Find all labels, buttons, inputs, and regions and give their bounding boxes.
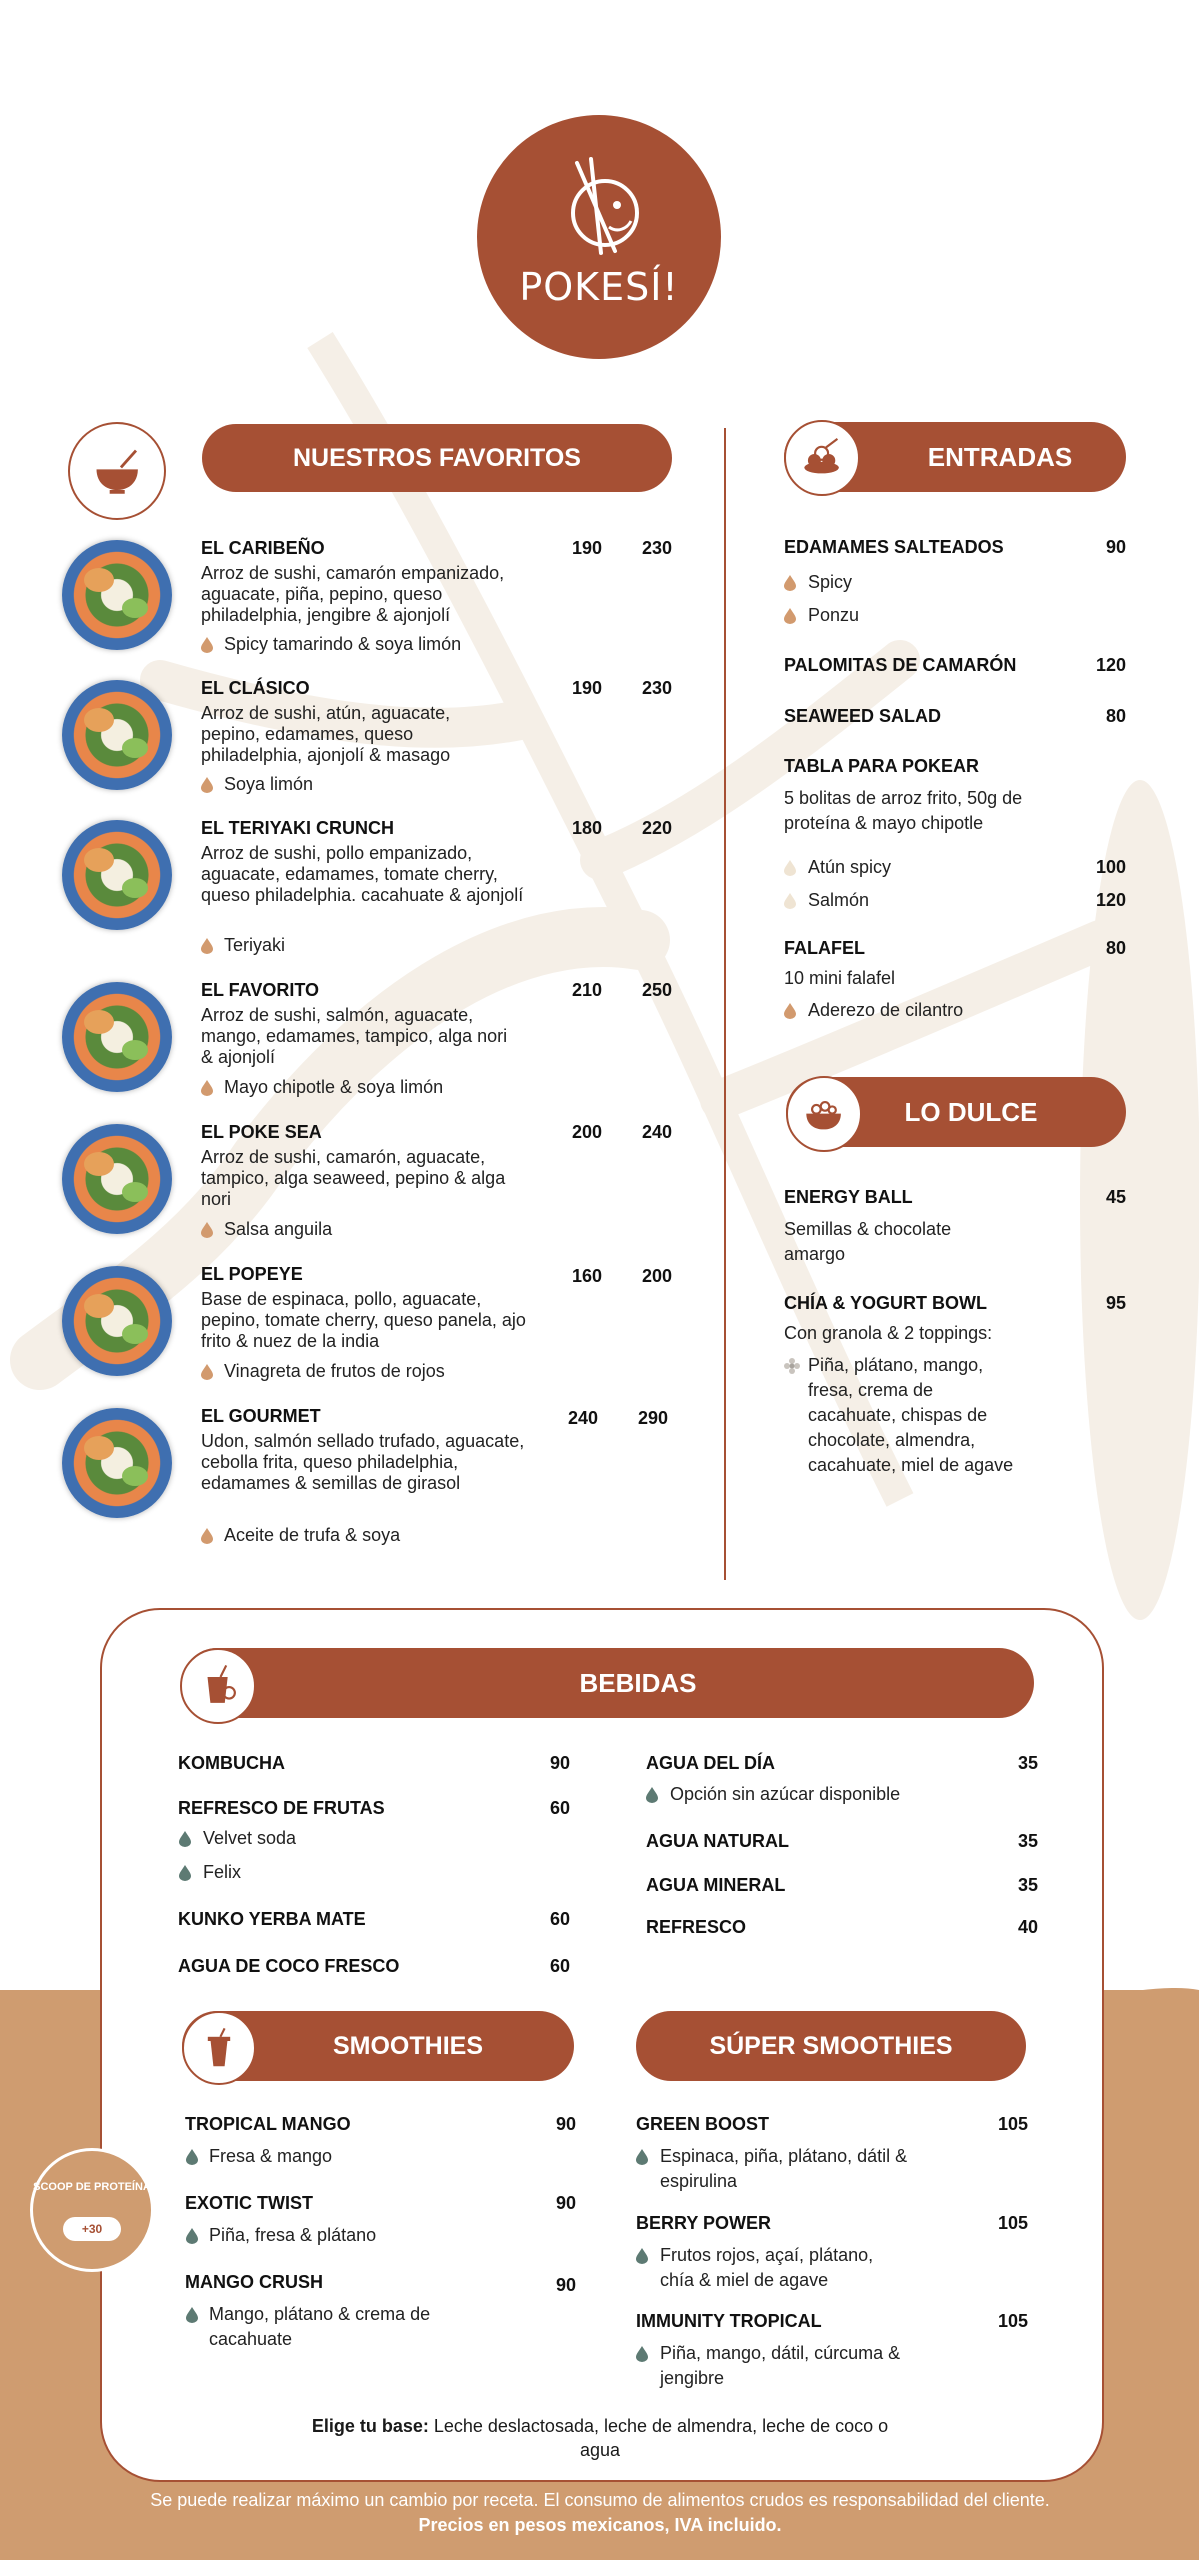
drop-icon bbox=[784, 1003, 796, 1019]
entrada-option-price: 100 bbox=[1095, 857, 1126, 877]
smoothie-price: 90 bbox=[555, 2114, 576, 2134]
dessert-description: Con granola & 2 toppings: bbox=[784, 1323, 993, 1343]
dish-description: Arroz de sushi, camarón, aguacate, tampico, alga seaweed, pepino & alga nori bbox=[201, 1147, 506, 1209]
entrada-option: Spicy bbox=[808, 572, 853, 592]
dish-name: EL POKE SEA bbox=[201, 1122, 322, 1142]
drop-icon bbox=[186, 2149, 198, 2165]
dish-price-large: 220 bbox=[641, 818, 672, 838]
scoop-label: SCOOP DE PROTEÍNA bbox=[33, 2181, 151, 2193]
drop-icon bbox=[784, 575, 796, 591]
smoothie-price: 90 bbox=[555, 2275, 576, 2295]
dessert-description: Semillas & chocolate amargo bbox=[784, 1219, 952, 1264]
dish-description: Base de espinaca, pollo, aguacate, pepino, tomate cherry, queso panela, ajo frito & nuez de la india bbox=[201, 1289, 526, 1351]
dumplings-icon bbox=[800, 436, 843, 479]
fish-chopsticks-icon bbox=[557, 155, 647, 265]
dish-name: EL CLÁSICO bbox=[201, 678, 310, 698]
super-smoothie-name: BERRY POWER bbox=[636, 2213, 772, 2233]
entrada-description: 5 bolitas de arroz frito, 50g de proteína & mayo chipotle bbox=[784, 788, 1023, 833]
entrada-price: 120 bbox=[1095, 655, 1126, 675]
drop-icon bbox=[179, 1831, 191, 1847]
smoothie-description: Piña, fresa & plátano bbox=[209, 2225, 377, 2245]
drink-name: AGUA DE COCO FRESCO bbox=[178, 1956, 400, 1976]
drink-name: AGUA MINERAL bbox=[646, 1875, 786, 1895]
dessert-option: Piña, plátano, mango, fresa, crema de cacahuate, chispas de chocolate, almendra, cacahuate, miel de agave bbox=[808, 1355, 1014, 1475]
section-header-entradas: ENTRADAS bbox=[784, 422, 1126, 492]
dish-name: EL GOURMET bbox=[201, 1406, 321, 1426]
dessert-name: ENERGY BALL bbox=[784, 1187, 913, 1207]
drop-icon bbox=[784, 893, 796, 909]
entrada-price: 80 bbox=[1105, 706, 1126, 726]
smoothie-name: EXOTIC TWIST bbox=[185, 2193, 313, 2213]
bowl-icon-badge bbox=[68, 422, 166, 520]
super-smoothie-description: Piña, mango, dátil, cúrcuma & jengibre bbox=[660, 2343, 901, 2388]
dessert-icon bbox=[802, 1092, 845, 1135]
section-header-dulce: LO DULCE bbox=[786, 1077, 1126, 1147]
dumplings-icon-badge bbox=[784, 420, 860, 496]
drop-icon bbox=[784, 608, 796, 624]
super-smoothie-price: 105 bbox=[997, 2213, 1028, 2233]
dish-photo bbox=[62, 1408, 172, 1518]
dish-sauce: Spicy tamarindo & soya limón bbox=[224, 634, 462, 654]
dish-name: EL FAVORITO bbox=[201, 980, 320, 1000]
smoothie-description: Fresa & mango bbox=[209, 2146, 333, 2166]
section-header-super-smoothies: SÚPER SMOOTHIES bbox=[636, 2011, 1026, 2081]
section-header-bebidas: BEBIDAS bbox=[182, 1648, 1034, 1718]
entrada-option: Ponzu bbox=[808, 605, 860, 625]
drop-icon bbox=[201, 777, 213, 793]
super-smoothie-name: GREEN BOOST bbox=[636, 2114, 770, 2134]
drop-icon bbox=[201, 938, 213, 954]
smoothie-icon-badge bbox=[182, 2011, 256, 2085]
base-note bbox=[300, 2414, 900, 2462]
dish-sauce: Soya limón bbox=[224, 774, 314, 794]
smoothie-name: MANGO CRUSH bbox=[185, 2272, 323, 2292]
dish-price-large: 240 bbox=[641, 1122, 672, 1142]
entrada-price: 80 bbox=[1105, 938, 1126, 958]
section-header-favoritos: NUESTROS FAVORITOS bbox=[202, 424, 672, 492]
entrada-name: TABLA PARA POKEAR bbox=[784, 756, 979, 776]
dish-price-small: 190 bbox=[571, 678, 602, 698]
smoothie-name: TROPICAL MANGO bbox=[185, 2114, 351, 2134]
drop-icon bbox=[636, 2149, 648, 2165]
scoop-price: +30 bbox=[63, 2217, 121, 2241]
footer-text: Se puede realizar máximo un cambio por receta. El consumo de alimentos crudos es responsabilidad del cliente. bbox=[150, 2490, 1050, 2510]
dish-price-small: 240 bbox=[567, 1408, 598, 1428]
drink-name: KUNKO YERBA MATE bbox=[178, 1909, 366, 1929]
smoothie-icon bbox=[198, 2027, 240, 2069]
dish-photo bbox=[62, 1124, 172, 1234]
entrada-description: 10 mini falafel bbox=[784, 968, 896, 988]
brand-wordmark: POKESÍ! bbox=[519, 265, 679, 309]
dish-price-small: 200 bbox=[571, 1122, 602, 1142]
dish-price-large: 290 bbox=[637, 1408, 668, 1428]
drop-icon bbox=[201, 637, 213, 653]
dessert-price: 95 bbox=[1105, 1293, 1126, 1313]
dish-name: EL TERIYAKI CRUNCH bbox=[201, 818, 395, 838]
drop-icon bbox=[646, 1787, 658, 1803]
drop-icon bbox=[201, 1080, 213, 1096]
super-smoothie-price: 105 bbox=[997, 2114, 1028, 2134]
dish-sauce: Teriyaki bbox=[224, 935, 286, 955]
drop-icon bbox=[201, 1364, 213, 1380]
dish-sauce: Vinagreta de frutos de rojos bbox=[224, 1361, 445, 1381]
entrada-option-price: 120 bbox=[1095, 890, 1126, 910]
drink-icon bbox=[196, 1664, 239, 1707]
section-header-smoothies: SMOOTHIES bbox=[182, 2011, 574, 2081]
column-divider bbox=[724, 428, 726, 1580]
entrada-name: EDAMAMES SALTEADOS bbox=[784, 537, 1004, 557]
entrada-name: PALOMITAS DE CAMARÓN bbox=[784, 655, 1017, 675]
drink-option: Felix bbox=[203, 1862, 242, 1882]
dish-photo bbox=[62, 820, 172, 930]
dish-photo bbox=[62, 1266, 172, 1376]
dessert-price: 45 bbox=[1105, 1187, 1126, 1207]
smoothie-price: 90 bbox=[555, 2193, 576, 2213]
dish-photo bbox=[62, 540, 172, 650]
footer-note bbox=[150, 2488, 1050, 2538]
dish-description: Arroz de sushi, camarón empanizado, aguacate, piña, pepino, queso philadelphia, jengibre & ajonjolí bbox=[201, 563, 505, 625]
entrada-option: Salmón bbox=[808, 890, 870, 910]
brand-logo bbox=[477, 115, 721, 359]
dish-price-large: 230 bbox=[641, 678, 672, 698]
dish-price-small: 210 bbox=[571, 980, 602, 1000]
drop-icon bbox=[201, 1222, 213, 1238]
entrada-name: SEAWEED SALAD bbox=[784, 706, 942, 726]
super-smoothie-price: 105 bbox=[997, 2311, 1028, 2331]
dish-price-small: 160 bbox=[571, 1266, 602, 1286]
dish-price-large: 200 bbox=[641, 1266, 672, 1286]
entrada-option: Atún spicy bbox=[808, 857, 892, 877]
entrada-name: FALAFEL bbox=[784, 938, 865, 958]
drink-name: KOMBUCHA bbox=[178, 1753, 285, 1773]
super-smoothie-description: Espinaca, piña, plátano, dátil & espirulina bbox=[660, 2146, 908, 2191]
dish-sauce: Mayo chipotle & soya limón bbox=[224, 1077, 444, 1097]
drink-name: AGUA DEL DÍA bbox=[646, 1753, 776, 1773]
drink-option: Velvet soda bbox=[203, 1828, 297, 1848]
drink-price: 35 bbox=[1017, 1875, 1038, 1895]
protein-scoop-badge bbox=[30, 2148, 154, 2272]
bowl-icon bbox=[89, 443, 145, 499]
dish-description: Arroz de sushi, salmón, aguacate, mango, edamames, tampico, alga nori & ajonjolí bbox=[201, 1005, 508, 1067]
drink-name: REFRESCO DE FRUTAS bbox=[178, 1798, 385, 1818]
drop-icon bbox=[201, 1528, 213, 1544]
dish-sauce: Aceite de trufa & soya bbox=[224, 1525, 401, 1545]
base-label: Elige tu base: bbox=[311, 2416, 429, 2436]
smoothie-description: Mango, plátano & crema de cacahuate bbox=[209, 2304, 431, 2349]
drink-icon-badge bbox=[180, 1648, 256, 1724]
dish-sauce: Salsa anguila bbox=[224, 1219, 333, 1239]
drink-name: AGUA NATURAL bbox=[646, 1831, 789, 1851]
flower-icon bbox=[784, 1358, 800, 1374]
base-text: Leche deslactosada, leche de almendra, leche de coco o agua bbox=[433, 2416, 889, 2460]
drink-name: REFRESCO bbox=[646, 1917, 747, 1937]
drink-price: 35 bbox=[1017, 1753, 1038, 1773]
entrada-price: 90 bbox=[1105, 537, 1126, 557]
drop-icon bbox=[186, 2228, 198, 2244]
drink-price: 90 bbox=[549, 1753, 570, 1773]
dish-price-large: 230 bbox=[641, 538, 672, 558]
drink-price: 35 bbox=[1017, 1831, 1038, 1851]
drop-icon bbox=[636, 2248, 648, 2264]
drop-icon bbox=[186, 2307, 198, 2323]
drop-icon bbox=[179, 1865, 191, 1881]
super-smoothie-description: Frutos rojos, açaí, plátano, chía & miel de agave bbox=[660, 2245, 874, 2290]
dish-photo bbox=[62, 982, 172, 1092]
drink-price: 60 bbox=[549, 1798, 570, 1818]
dish-photo bbox=[62, 680, 172, 790]
dish-price-small: 190 bbox=[571, 538, 602, 558]
drop-icon bbox=[784, 860, 796, 876]
dish-price-small: 180 bbox=[571, 818, 602, 838]
dessert-name: CHÍA & YOGURT BOWL bbox=[784, 1293, 987, 1313]
dish-name: EL CARIBEÑO bbox=[201, 538, 325, 558]
drink-option: Opción sin azúcar disponible bbox=[670, 1784, 901, 1804]
drink-price: 40 bbox=[1017, 1917, 1038, 1937]
dessert-icon-badge bbox=[786, 1076, 862, 1152]
entrada-option: Aderezo de cilantro bbox=[808, 1000, 964, 1020]
drink-price: 60 bbox=[549, 1909, 570, 1929]
dish-description: Arroz de sushi, pollo empanizado, aguacate, edamames, tomate cherry, queso philadelphia. cacahuate & ajonjolí bbox=[201, 843, 524, 905]
dish-description: Arroz de sushi, atún, aguacate, pepino, edamames, queso philadelphia, ajonjolí & masago bbox=[201, 703, 451, 765]
drop-icon bbox=[636, 2346, 648, 2362]
footer-bold: Precios en pesos mexicanos, IVA incluido. bbox=[418, 2515, 782, 2535]
drink-price: 60 bbox=[549, 1956, 570, 1976]
dish-name: EL POPEYE bbox=[201, 1264, 303, 1284]
dish-price-large: 250 bbox=[641, 980, 672, 1000]
dish-description: Udon, salmón sellado trufado, aguacate, cebolla frita, queso philadelphia, edamames & semillas de girasol bbox=[201, 1431, 525, 1493]
super-smoothie-name: IMMUNITY TROPICAL bbox=[636, 2311, 822, 2331]
